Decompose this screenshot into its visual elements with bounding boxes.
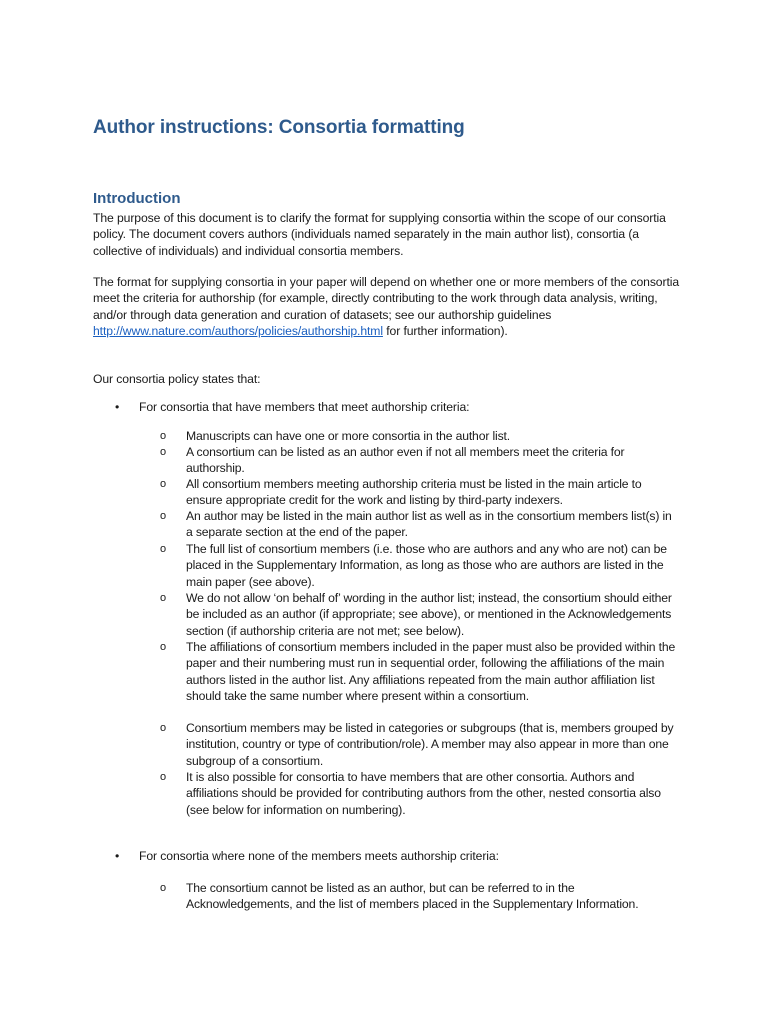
sub-bullet-icon: o bbox=[160, 446, 167, 458]
list-item bbox=[160, 541, 680, 590]
sub-bullet-icon: o bbox=[160, 543, 167, 555]
sub-bullet-icon: o bbox=[160, 641, 167, 653]
format-paragraph bbox=[93, 274, 683, 339]
list-item bbox=[160, 880, 680, 913]
sub-bullet-icon: o bbox=[160, 478, 167, 490]
sub-bullet-icon: o bbox=[160, 510, 167, 522]
list-item bbox=[160, 444, 680, 477]
sub-bullet-icon: o bbox=[160, 592, 167, 604]
list-item-text: Consortium members may be listed in categories or subgroups (that is, members grouped by institution, country or type of contribution/role). A member may also appear in more than one subgroup of a consortium. bbox=[186, 721, 674, 768]
bullet-text: For consortia where none of the members meets authorship criteria: bbox=[139, 849, 499, 863]
list-item-text: A consortium can be listed as an author even if not all members meet the criteria for authorship. bbox=[186, 445, 625, 476]
section-heading-introduction: Introduction bbox=[93, 190, 181, 207]
format-paragraph-text: The format for supplying consortia in your paper will depend on whether one or more members of the consortia meet the criteria for authorship (for example, directly contributing to the work through data analysis, writing, and/or through data generation and curation of datasets; see our authorship guidelines bbox=[93, 275, 680, 322]
intro-paragraph: The purpose of this document is to clarify the format for supplying consortia within the scope of our consortia policy. The document covers authors (individuals named separately in the main author list), consortia (a collective of individuals) and individual consortia members. bbox=[93, 211, 666, 258]
policy-intro: Our consortia policy states that: bbox=[93, 372, 261, 386]
list-item bbox=[160, 720, 680, 769]
list-item bbox=[160, 476, 680, 509]
list-item bbox=[160, 769, 680, 818]
bullet-text: For consortia that have members that meet authorship criteria: bbox=[139, 400, 470, 414]
list-item-text: The affiliations of consortium members included in the paper must also be provided within the paper and their numbering must run in sequential order, following the affiliations of the main authors listed in the author list. Any affiliations repeated from the main author affiliation list should take the same number where present within a consortium. bbox=[186, 640, 676, 703]
list-item bbox=[160, 508, 680, 541]
sub-bullet-icon: o bbox=[160, 722, 167, 734]
list-item bbox=[160, 639, 680, 704]
bullet-dot-icon: • bbox=[115, 400, 120, 414]
list-item-text: An author may be listed in the main author list as well as in the consortium members list(s) in a separate section at the end of the paper. bbox=[186, 509, 672, 540]
authorship-guidelines-link[interactable]: http://www.nature.com/authors/policies/authorship.html bbox=[93, 323, 383, 338]
list-item bbox=[160, 590, 680, 639]
list-item-text: Manuscripts can have one or more consortia in the author list. bbox=[186, 429, 510, 443]
list-item bbox=[160, 428, 680, 444]
format-paragraph-text-end: for further information). bbox=[382, 323, 508, 338]
list-item-text: All consortium members meeting authorship criteria must be listed in the main article to ensure appropriate credit for the work and listing by third-party indexers. bbox=[186, 477, 642, 508]
list-item-text: We do not allow ‘on behalf of’ wording in the author list; instead, the consortium should either be included as an author (if appropriate; see above), or mentioned in the Acknowledgements section (if authorship criteria are not met; see below). bbox=[186, 591, 672, 638]
list-item-text: The consortium cannot be listed as an author, but can be referred to in the Acknowledgements, and the list of members placed in the Supplementary Information. bbox=[186, 881, 639, 912]
sub-bullet-icon: o bbox=[160, 882, 167, 894]
document-title: Author instructions: Consortia formatting bbox=[93, 117, 465, 138]
list-item-text: It is also possible for consortia to have members that are other consortia. Authors and affiliations should be provided for contributing authors from the other, nested consortia also (see below for information on numbering). bbox=[186, 770, 661, 817]
sub-bullet-icon: o bbox=[160, 771, 167, 783]
sub-bullet-icon: o bbox=[160, 430, 167, 442]
list-item-text: The full list of consortium members (i.e. those who are authors and any who are not) can be placed in the Supplementary Information, as long as those who are authors are listed in the main paper (see above). bbox=[186, 542, 667, 589]
bullet-dot-icon: • bbox=[115, 849, 120, 863]
